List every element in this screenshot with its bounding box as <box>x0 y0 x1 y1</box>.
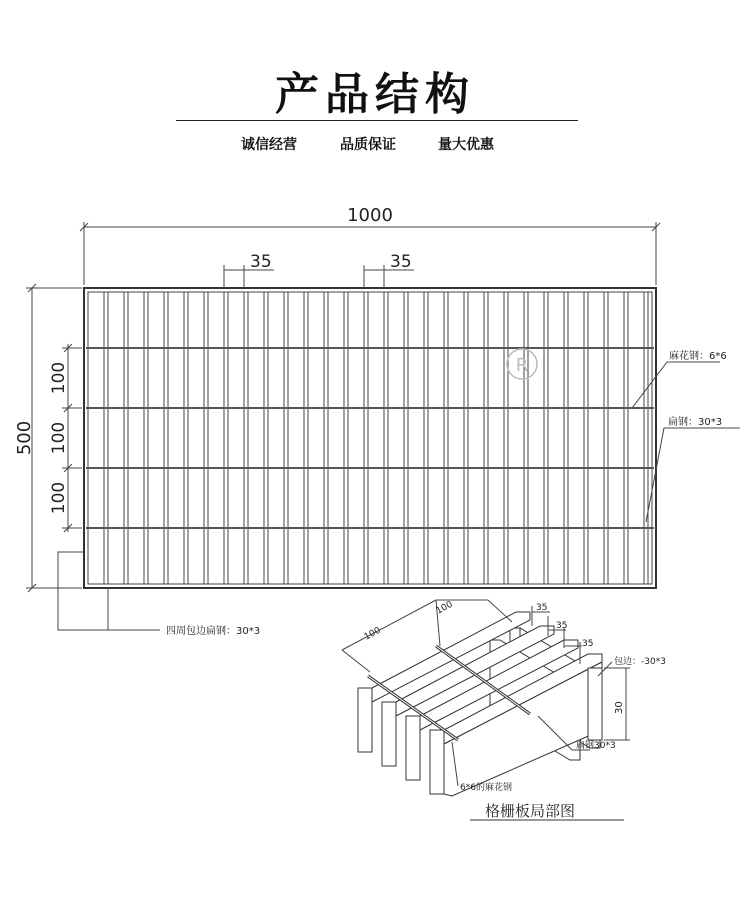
label-flat-bar: 扁钢：30*3 <box>668 417 723 428</box>
dim-cross-pitch-3-label: 100 <box>49 481 69 515</box>
detail-label-edge: 包边：-30*3 <box>614 657 666 667</box>
leader-twisted-bar <box>632 362 720 408</box>
leader-lines <box>58 362 740 630</box>
dim-pitch-1-label: 35 <box>250 252 272 272</box>
dim-cross-pitch-2-label: 100 <box>49 421 69 455</box>
grating-plan <box>84 288 656 588</box>
registered-watermark <box>507 349 537 379</box>
detail-dim-100-right: 100 <box>434 599 455 617</box>
grating-outer-frame <box>84 288 656 588</box>
label-twisted-bar: 麻花钢：6*6 <box>669 351 727 362</box>
leader-edge-band <box>58 552 160 630</box>
detail-caption: 格栅板局部图 <box>485 802 576 820</box>
detail-isometric <box>358 612 602 796</box>
dim-width-label: 1000 <box>347 205 393 226</box>
watermark-letter: R <box>515 355 529 376</box>
leader-flat-bar <box>646 428 740 522</box>
detail-dim-100-left: 100 <box>362 625 383 643</box>
detail-dim-30: 30 <box>614 701 625 714</box>
detail-dim-35-a: 35 <box>536 603 548 613</box>
detail-label-flat: 扁钢30*3 <box>576 741 616 751</box>
slogan-quality: 品质保证 <box>340 137 396 153</box>
slogan-discount: 量大优惠 <box>438 137 494 153</box>
edge-band-plate <box>588 668 602 740</box>
bearing-bars <box>104 292 648 584</box>
dim-cross-pitch-1-label: 100 <box>49 361 69 395</box>
detail-dim-35-c: 35 <box>582 639 594 649</box>
dim-pitch-2-label: 35 <box>390 252 412 272</box>
dimension-width <box>80 222 660 285</box>
detail-label-twisted: 6*6的麻花钢 <box>460 783 512 793</box>
detail-dim-35-b: 35 <box>556 621 568 631</box>
bearing-bar-plates <box>358 612 602 796</box>
label-edge-band: 四周包边扁钢：30*3 <box>166 626 261 637</box>
grating-inner-frame <box>88 292 652 584</box>
page-title: 产品结构 <box>275 69 475 120</box>
slogan-integrity: 诚信经营 <box>241 137 297 153</box>
dim-height-label: 500 <box>14 420 35 456</box>
cross-bars <box>86 348 654 528</box>
